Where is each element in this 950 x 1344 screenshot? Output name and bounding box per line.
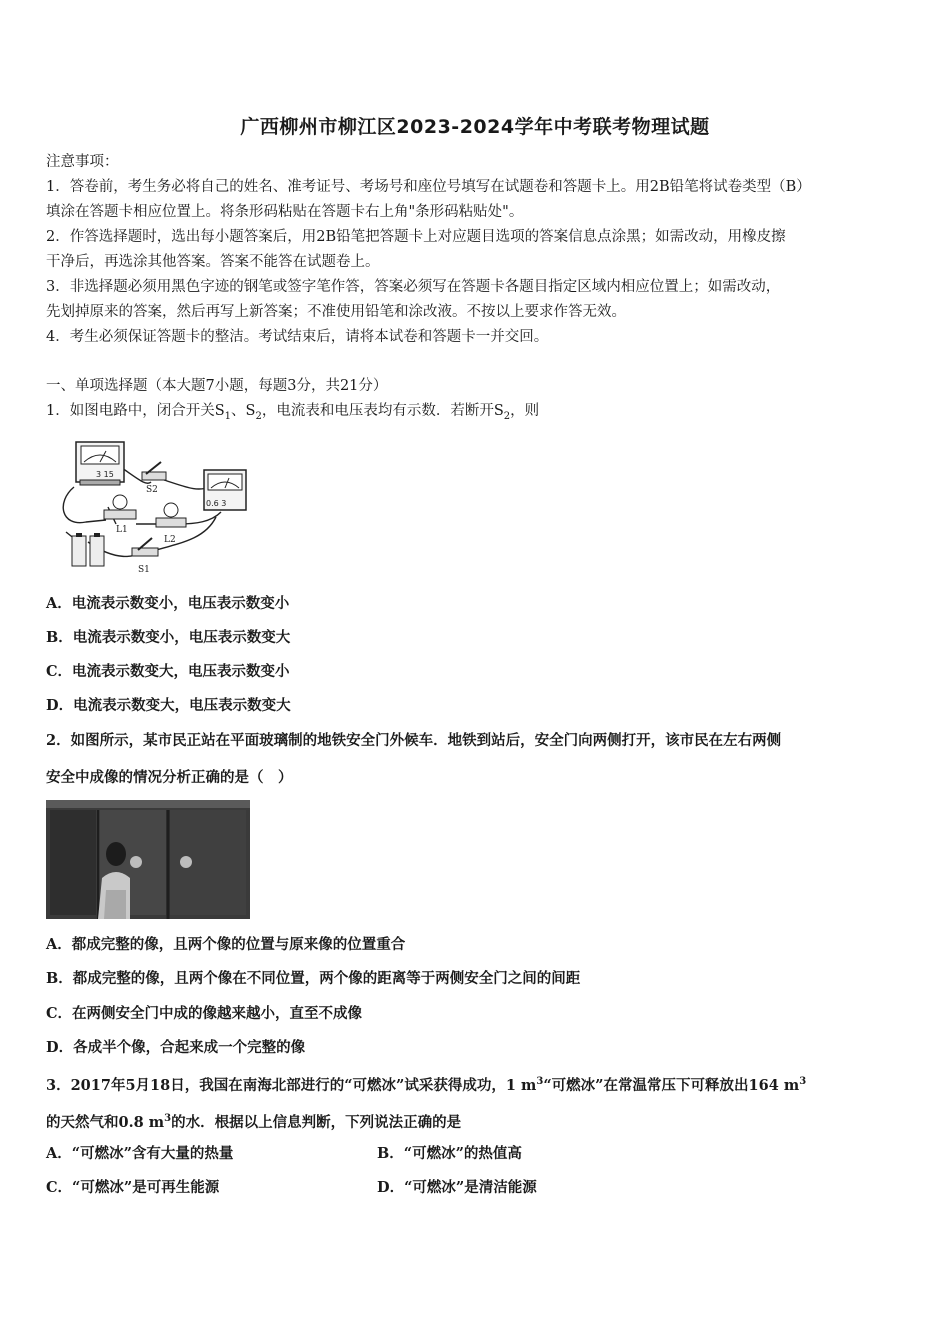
question-3-option-a: A．“可燃冰”含有大量的热量 xyxy=(46,1145,234,1162)
question-2-stem-line-1: 2．如图所示，某市民正站在平面玻璃制的地铁安全门外候车．地铁到站后，安全门向两侧打开，该市民在左右两侧 xyxy=(46,732,782,749)
s2-label: S2 xyxy=(146,485,158,495)
question-3-stem-line-1: 3．2017年5月18日，我国在南海北部进行的“可燃冰”试采获得成功，1 $m^3“$可燃冰”在常温常压下可释放出164 $m^3$ xyxy=(46,1076,807,1094)
notice-line: 填涂在答题卡相应位置上。将条形码粘贴在答题卡右上角"条形码粘贴处"。 xyxy=(46,204,524,220)
notice-line: 先划掉原来的答案，然后再写上新答案；不准使用铅笔和涂改液。不按以上要求作答无效。 xyxy=(46,304,626,320)
switch-s2-icon xyxy=(142,462,166,495)
question-2-option-a: A．都成完整的像，且两个像的位置与原来像的位置重合 xyxy=(46,936,406,953)
circuit-diagram xyxy=(46,432,256,580)
notice-line: 1．答卷前，考生务必将自己的姓名、准考证号、考场号和座位号填写在试题卷和答题卡上。用2B铅笔将试卷类型（B） xyxy=(46,179,811,195)
question-2-option-c: C．在两侧安全门中成的像越来越小，直至不成像 xyxy=(46,1005,363,1022)
notice-line: 干净后，再选涂其他答案。答案不能答在试题卷上。 xyxy=(46,254,380,270)
question-1-option-b: B．电流表示数变小，电压表示数变大 xyxy=(46,629,291,646)
l2-label: L2 xyxy=(164,535,176,545)
l1-label: L1 xyxy=(116,525,128,535)
question-1-stem: 1．如图电路中，闭合开关$S_1$、$S_2$，电流表和电压表均有示数．若断开$S_2$，则 xyxy=(46,403,540,422)
question-1-option-c: C．电流表示数变大，电压表示数变小 xyxy=(46,663,290,680)
ammeter-icon xyxy=(76,442,124,485)
notice-line: 3．非选择题必须用黑色字迹的钢笔或签字笔作答，答案必须写在答题卡各题目指定区域内相应位置上；如需改动， xyxy=(46,279,781,295)
question-2-option-d: D．各成半个像，合起来成一个完整的像 xyxy=(46,1039,306,1056)
question-1-option-a: A．电流表示数变小，电压表示数变小 xyxy=(46,595,290,612)
question-1-option-d: D．电流表示数变大，电压表示数变大 xyxy=(46,697,291,714)
question-2-stem-line-2: 安全中成像的情况分析正确的是（ ） xyxy=(46,769,293,786)
page-title: 广西柳州市柳江区2023-2024学年中考联考物理试题 xyxy=(240,116,710,138)
bulb-l2-icon xyxy=(156,503,186,545)
voltmeter-icon xyxy=(204,470,246,510)
question-3-stem-line-2: 的天然气和0.8 $m^3$的水．根据以上信息判断，下列说法正确的是 xyxy=(46,1113,462,1131)
notice-line: 4．考生必须保证答题卡的整洁。考试结束后，请将本试卷和答题卡一并交回。 xyxy=(46,329,549,345)
ammeter-scale-label: 3 15 xyxy=(96,470,114,479)
question-3-option-b: B．“可燃冰”的热值高 xyxy=(377,1145,522,1162)
switch-s1-icon xyxy=(132,538,158,575)
section-heading: 一、单项选择题（本大题7小题，每题3分，共21分） xyxy=(46,378,388,394)
battery-icon xyxy=(72,533,104,566)
question-3-option-c: C．“可燃冰”是可再生能源 xyxy=(46,1179,220,1196)
s1-label: S1 xyxy=(138,565,150,575)
notice-heading: 注意事项： xyxy=(46,154,119,170)
question-3-option-d: D．“可燃冰”是清洁能源 xyxy=(377,1179,537,1196)
voltmeter-scale-label: 0.6 3 xyxy=(206,499,227,508)
notice-line: 2．作答选择题时，选出每小题答案后，用2B铅笔把答题卡上对应题目选项的答案信息点涂黑；如需改动，用橡皮擦 xyxy=(46,229,786,245)
subway-door-photo xyxy=(46,800,250,919)
bulb-l1-icon xyxy=(104,495,136,535)
question-2-option-b: B．都成完整的像，且两个像在不同位置，两个像的距离等于两侧安全门之间的间距 xyxy=(46,970,581,987)
